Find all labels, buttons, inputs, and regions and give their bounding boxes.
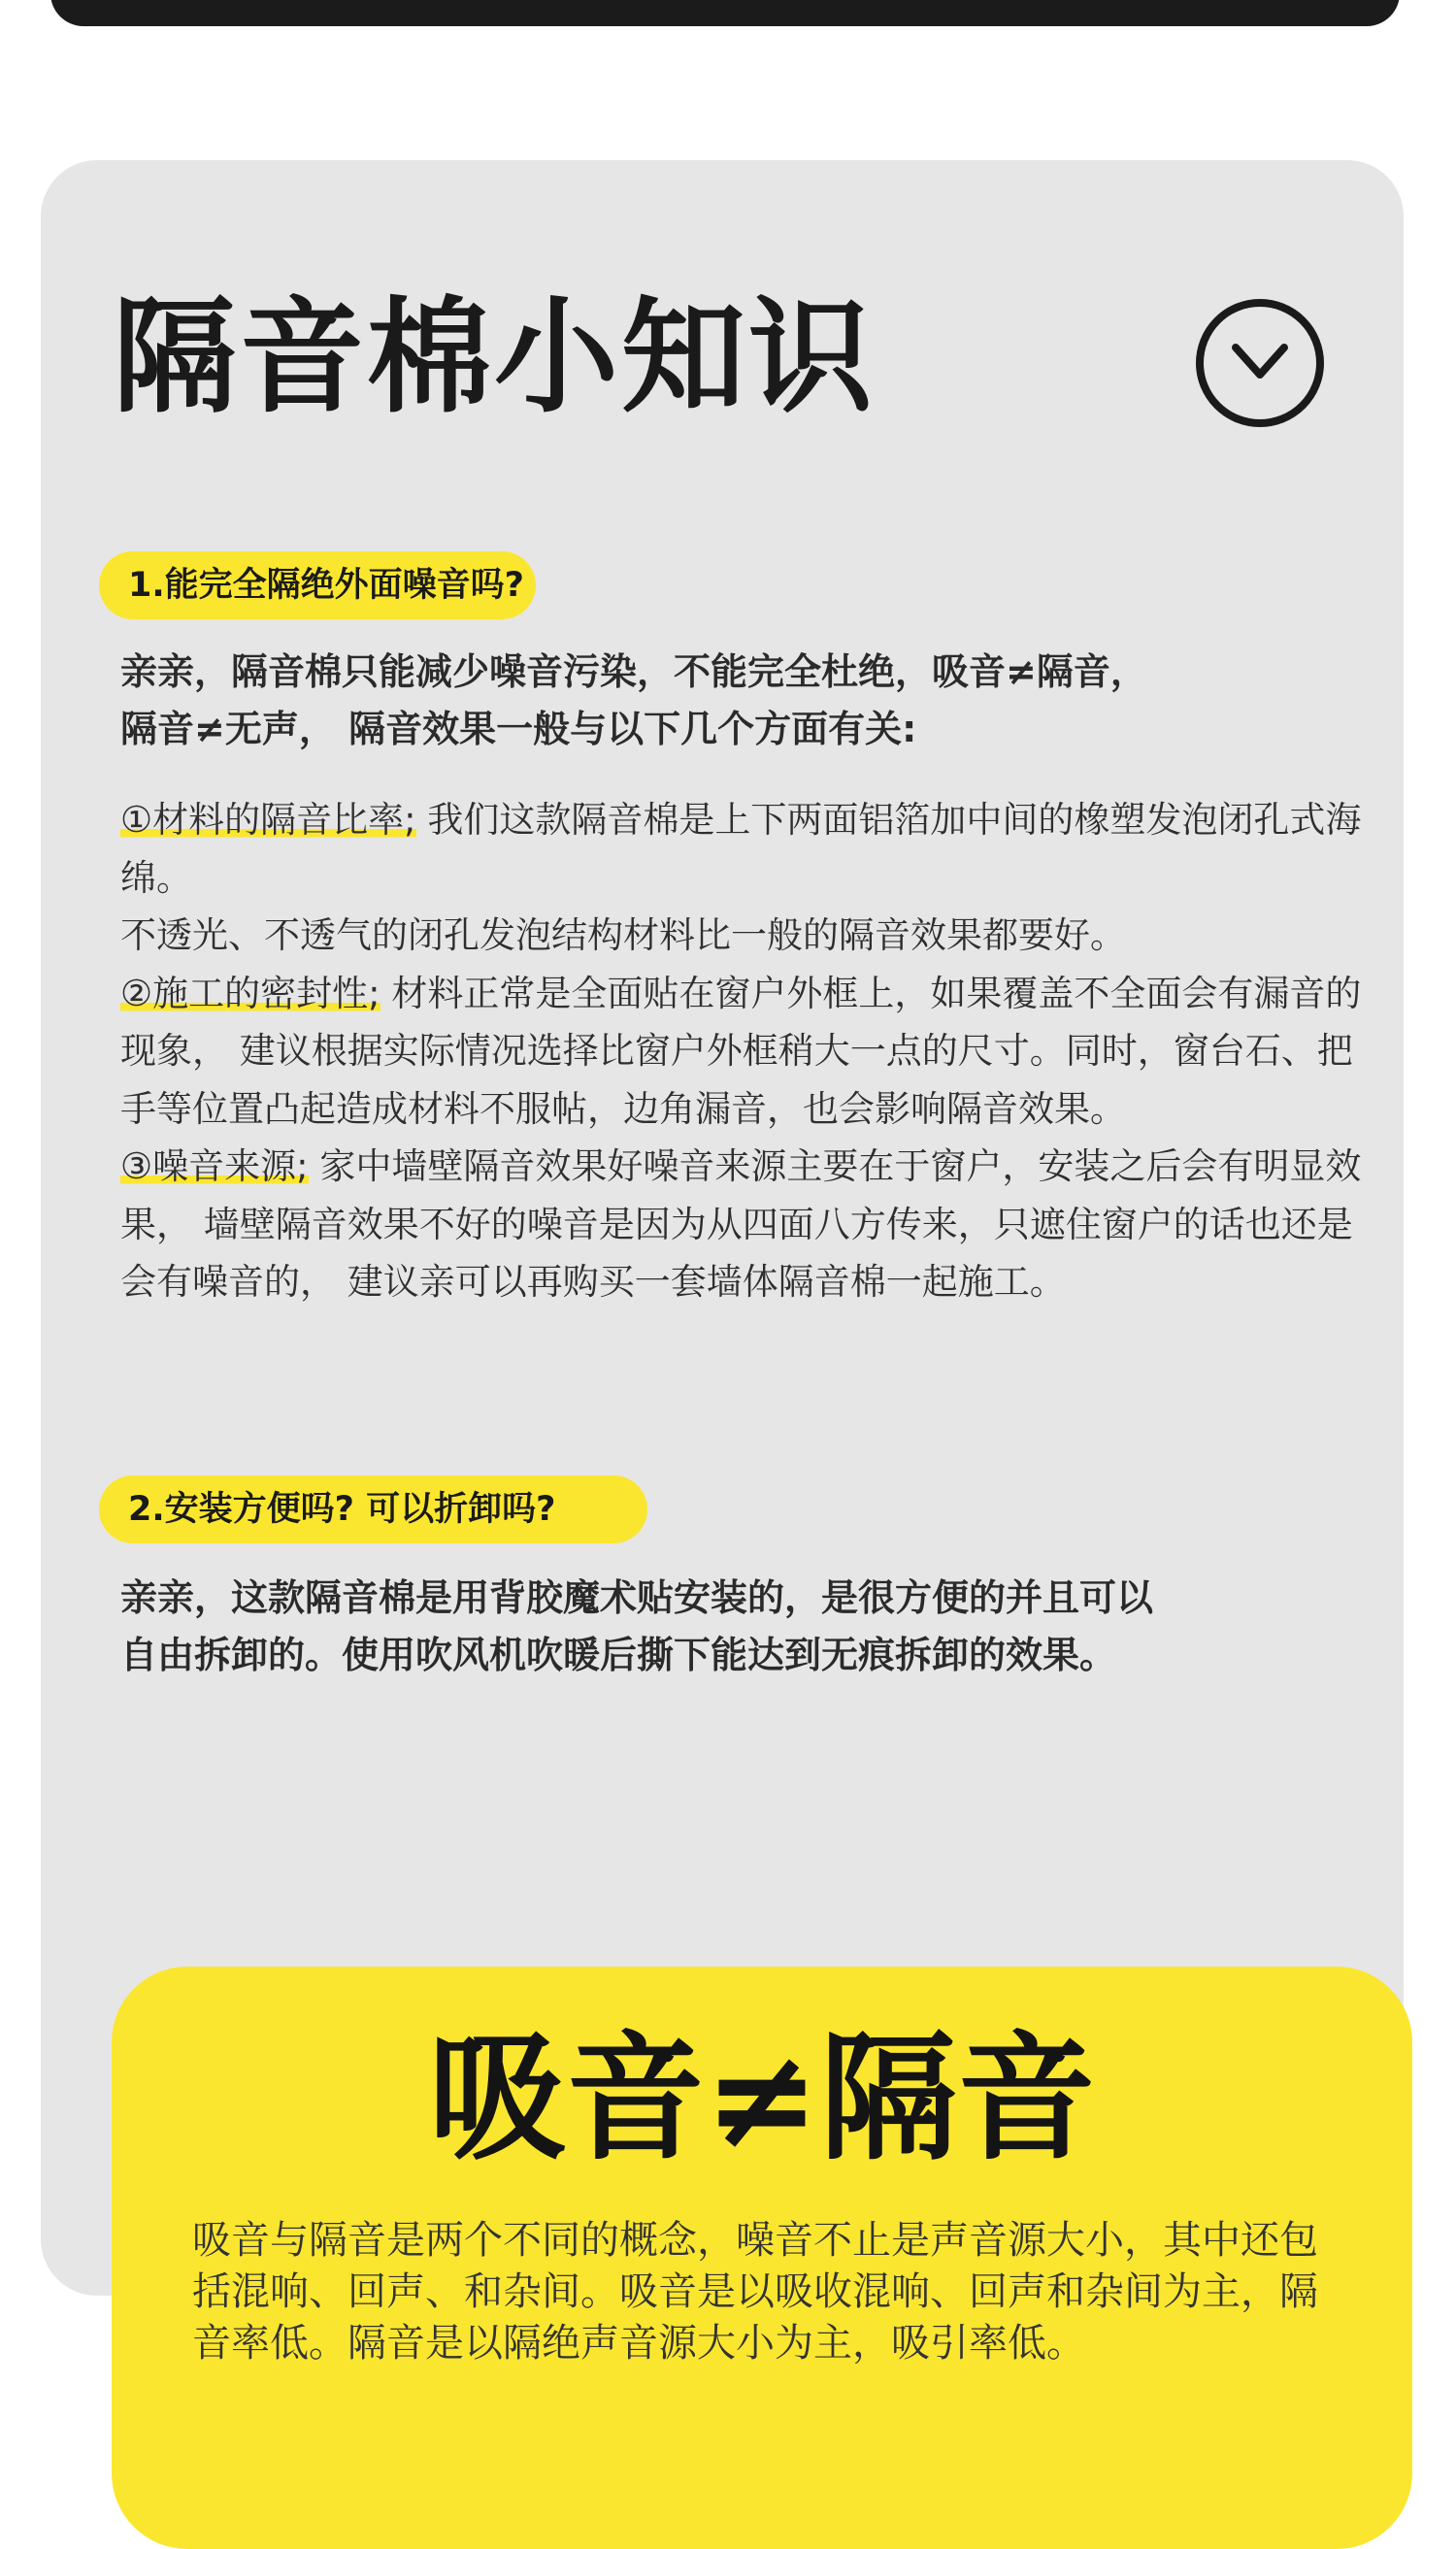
point-label-3: ③噪音来源; (120, 1145, 309, 1187)
point-label-1: ①材料的隔音比率; (120, 799, 416, 841)
point-label-2: ②施工的密封性; (120, 972, 381, 1014)
point-item-3 (120, 1138, 1373, 1311)
faq-points (120, 791, 1373, 1311)
point-text-1: 我们这款隔音棉是上下两面铝箔加中间的橡塑发泡闭孔式海绵。 不透光、不透气的闭孔发泡结构材料比一般的隔音效果都要好。 (120, 799, 1362, 956)
faq-question-1: 1.能完全隔绝外面噪音吗? (99, 551, 536, 619)
point-text-2: 材料正常是全面贴在窗户外框上，如果覆盖不全面会有漏音的现象， 建议根据实际情况选择比窗户外框稍大一点的尺寸。同时，窗台石、把手等位置凸起造成材料不服帖，边角漏音，也会影响隔音效果。 (120, 972, 1362, 1130)
highlight-text: 吸音与隔音是两个不同的概念，噪音不止是声音源大小，其中还包括混响、回声、和杂间。吸音是以吸收混响、回声和杂间为主，隔音率低。隔音是以隔绝声音源大小为主，吸引率低。 (192, 2218, 1318, 2366)
card-title: 隔音棉小知识 (113, 285, 877, 430)
point-item-2 (120, 965, 1373, 1139)
highlight-card (112, 1967, 1412, 2549)
faq-answer-1: 亲亲，隔音棉只能减少噪音污染，不能完全杜绝，吸音≠隔音， 隔音≠无声， 隔音效果一般与以下几个方面有关: (120, 650, 1147, 750)
faq-card (41, 160, 1404, 2366)
collapse-toggle-button[interactable] (1196, 299, 1324, 427)
highlight-title: 吸音≠隔音 (428, 2019, 1096, 2179)
top-bar (50, 0, 1400, 26)
faq-question-2: 2.安装方便吗? 可以折卸吗? (99, 1475, 647, 1543)
faq-answer-2: 亲亲，这款隔音棉是用背胶魔术贴安装的，是很方便的并且可以 自由拆卸的。使用吹风机吹暖后撕下能达到无痕拆卸的效果。 (120, 1576, 1154, 1676)
point-text-3: 家中墙壁隔音效果好噪音来源主要在于窗户，安装之后会有明显效果， 墙壁隔音效果不好的噪音是因为从四面八方传来，只遮住窗户的话也还是会有噪音的， 建议亲可以再购买一套墙体隔音棉一起施工。 (120, 1145, 1362, 1303)
point-item-1 (120, 791, 1373, 965)
chevron-down-icon (1231, 342, 1289, 382)
